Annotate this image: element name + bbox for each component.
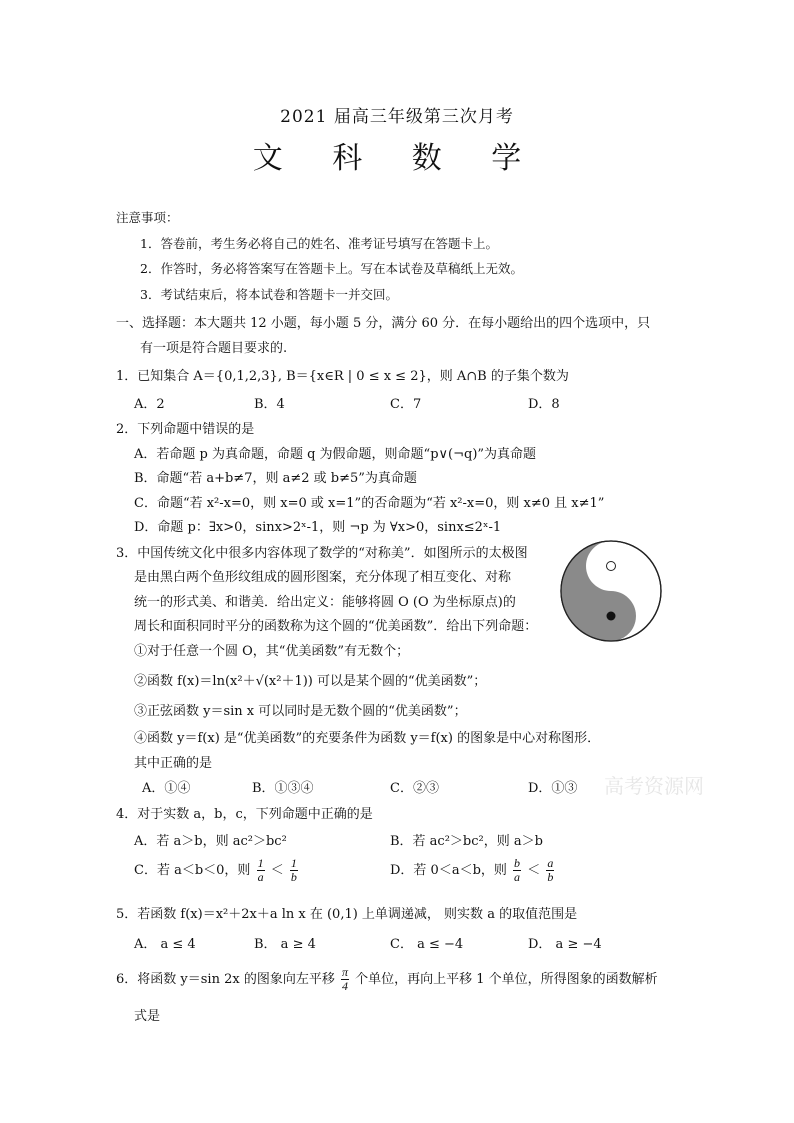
fraction: $\frac{b}{a}$	[514, 856, 521, 884]
question-3-option-a: A．①④	[142, 781, 191, 796]
question-1-option-a: A．2	[134, 397, 165, 412]
fraction: $\frac{\pi}{4}$	[341, 965, 348, 993]
question-1-option-b: B．4	[254, 397, 285, 412]
section-heading-line2: 有一项是符合题目要求的.	[140, 341, 288, 356]
fraction: $\frac{1}{b}$	[290, 856, 297, 884]
question-5-option-c: C． a ≤ −4	[390, 937, 464, 952]
question-1-stem: 1．已知集合 A＝{0,1,2,3}, B＝{x∈R | 0 ≤ x ≤ 2}，则 A∩B 的子集个数为	[116, 369, 569, 384]
notice-item-2: 2．作答时，务必将答案写在答题卡上。写在本试卷及草稿纸上无效。	[140, 261, 523, 276]
question-2-option-c: C．命题“若 x²-x=0，则 x=0 或 x=1”的否命题为“若 x²-x=0，则 x≠0 且 x≠1”	[134, 496, 605, 511]
question-3-statement-3: ③正弦函数 y＝sin x 可以同时是无数个圆的“优美函数”；	[134, 704, 467, 719]
question-1-option-c: C．7	[390, 397, 422, 412]
question-3-line-3: 统一的形式美、和谐美．给出定义：能够将圆 O (O 为坐标原点)的	[134, 595, 516, 610]
question-3-statement-4: ④函数 y＝f(x) 是“优美函数”的充要条件为函数 y＝f(x) 的图象是中心对称图形．	[134, 731, 601, 746]
question-4-option-d	[390, 857, 556, 884]
question-3-line-2: 是由黑白两个鱼形纹组成的圆形图案，充分体现了相互变化、对称	[134, 570, 512, 585]
question-3-statement-2: ②函数 f(x)＝ln(x²＋√(x²＋1)) 可以是某个圆的“优美函数”；	[134, 674, 487, 689]
question-3-ask: 其中正确的是	[134, 756, 213, 771]
question-3-statement-1: ①对于任意一个圆 O，其“优美函数”有无数个；	[134, 644, 410, 659]
taiji-black-dot	[607, 612, 616, 621]
question-3-line-1: 3．中国传统文化中很多内容体现了数学的“对称美”．如图所示的太极图	[116, 546, 528, 561]
question-6-text-post: 个单位，再向上平移 1 个单位，所得图象的函数解析	[355, 972, 658, 987]
subject-title: 文 科 数 学	[252, 141, 542, 176]
question-3-option-c: C．②③	[390, 781, 439, 796]
question-4-option-d-text: D．若 0＜a＜b，则	[390, 863, 507, 878]
section-heading-line1: 一、选择题：本大题共 12 小题，每小题 5 分，满分 60 分．在每小题给出的四个选项中，只	[116, 316, 651, 331]
question-2-option-d: D．命题 p：∃x>0，sinx>2ˣ-1，则 ¬p 为 ∀x>0，sinx≤2ˣ-1	[134, 520, 502, 535]
question-4-option-b: B．若 ac²＞bc²，则 a＞b	[390, 834, 543, 849]
question-2-stem: 2．下列命题中错误的是	[116, 422, 255, 437]
taiji-white-dot	[607, 562, 616, 571]
less-than-sign: ＜	[270, 863, 284, 878]
question-3-option-d: D．①③	[528, 781, 578, 796]
question-2-option-a: A．若命题 p 为真命题，命题 q 为假命题，则命题“p∨(¬q)”为真命题	[134, 447, 537, 462]
question-6-text-pre: 6．将函数 y＝sin 2x 的图象向左平移	[116, 972, 335, 987]
question-5-stem: 5．若函数 f(x)＝x²＋2x＋a ln x 在 (0,1) 上单调递减， 则实数 a 的取值范围是	[116, 907, 578, 922]
watermark: 高考资源网	[604, 774, 704, 798]
question-4-option-c	[134, 857, 300, 884]
question-6-stem	[116, 966, 658, 993]
question-5-option-d: D． a ≥ −4	[528, 937, 602, 952]
question-4-option-c-text: C．若 a＜b＜0，则	[134, 863, 251, 878]
fraction: $\frac{1}{a}$	[257, 856, 264, 884]
fraction: $\frac{a}{b}$	[547, 856, 554, 884]
exam-title: 2021 届高三年级第三次月考	[280, 107, 514, 127]
question-4-option-a: A．若 a＞b，则 ac²＞bc²	[134, 834, 287, 849]
question-3-line-4: 周长和面积同时平分的函数称为这个圆的“优美函数”．给出下列命题：	[134, 619, 538, 634]
question-6-line-2: 式是	[134, 1009, 161, 1024]
question-2-option-b: B．命题“若 a+b≠7，则 a≠2 或 b≠5”为真命题	[134, 471, 417, 486]
taiji-figure	[556, 536, 666, 646]
question-4-stem: 4．对于实数 a，b，c，下列命题中正确的是	[116, 807, 373, 822]
question-3-option-b: B．①③④	[252, 781, 314, 796]
question-5-option-b: B． a ≥ 4	[254, 937, 316, 952]
question-5-option-a: A． a ≤ 4	[134, 937, 196, 952]
notice-item-1: 1．答卷前，考生务必将自己的姓名、准考证号填写在答题卡上。	[140, 236, 498, 251]
less-than-sign: ＜	[527, 863, 541, 878]
question-1-option-d: D．8	[528, 397, 560, 412]
notice-item-3: 3．考试结束后，将本试卷和答题卡一并交回。	[140, 287, 398, 302]
notice-heading: 注意事项：	[116, 210, 179, 225]
